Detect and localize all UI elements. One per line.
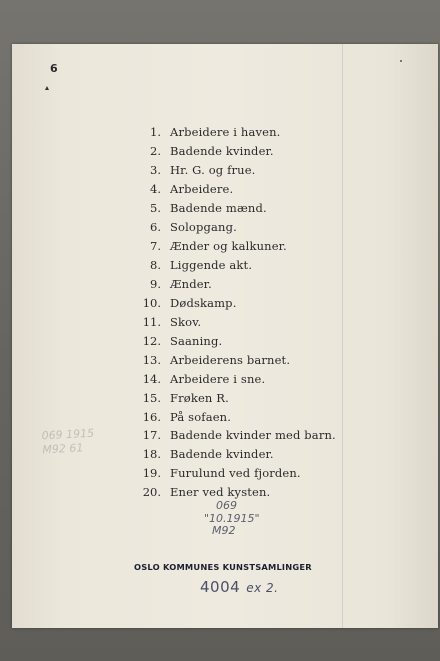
faint-pencil-note [41, 427, 95, 458]
pencil-note-line: M92 [212, 524, 236, 537]
page-fold [342, 44, 343, 628]
item-title: Furulund ved fjorden. [170, 466, 301, 481]
list-item [132, 199, 336, 218]
list-item [132, 142, 336, 161]
list-item [132, 237, 336, 256]
item-title: Frøken R. [170, 390, 229, 405]
item-number: 8. [150, 258, 161, 273]
faint-pencil-line: 069 1915 [41, 426, 95, 443]
list-item [132, 464, 336, 483]
list-item [132, 350, 336, 369]
item-number: 20. [142, 485, 161, 500]
item-number: 11. [142, 314, 161, 329]
arrow-mark-icon [45, 86, 49, 90]
list-item [132, 123, 336, 142]
item-title: Ener ved kysten. [170, 485, 271, 500]
list-item [132, 426, 336, 445]
item-number: 1. [150, 125, 161, 140]
list-item [132, 312, 336, 331]
collection-stamp: OSLO KOMMUNES KUNSTSAMLINGER [134, 562, 312, 572]
list-item [132, 369, 336, 388]
list-item [132, 407, 336, 426]
pencil-note-line: 069 [216, 499, 237, 512]
item-number: 15. [142, 390, 161, 405]
artwork-list [132, 123, 336, 502]
dot-mark-icon [400, 60, 402, 62]
inventory-number: 4004 [200, 578, 241, 596]
list-item [132, 218, 336, 237]
item-title: Arbeidere i sne. [170, 371, 266, 386]
item-title: Badende kvinder. [170, 144, 274, 159]
list-item [132, 445, 336, 464]
item-title: På sofaen. [170, 409, 232, 424]
item-number: 3. [150, 163, 161, 178]
item-title: Dødskamp. [170, 295, 237, 310]
handwritten-inventory [200, 578, 278, 596]
item-number: 4. [150, 182, 161, 197]
item-title: Ænder. [170, 276, 212, 291]
item-number: 9. [150, 276, 161, 291]
list-item [132, 275, 336, 294]
item-title: Skov. [170, 314, 202, 329]
item-number: 13. [142, 352, 161, 367]
inventory-suffix: ex 2. [246, 581, 279, 595]
item-title: Badende kvinder. [170, 447, 274, 462]
item-title: Arbeidere. [170, 182, 234, 197]
item-number: 5. [150, 201, 161, 216]
list-item [132, 388, 336, 407]
item-number: 7. [150, 239, 161, 254]
item-number: 18. [142, 447, 161, 462]
faint-pencil-line: M92 61 [42, 441, 84, 457]
item-number: 17. [142, 428, 161, 443]
item-number: 14. [142, 371, 161, 386]
item-title: Badende mænd. [170, 201, 267, 216]
item-number: 10. [142, 295, 161, 310]
item-title: Arbeidere i haven. [170, 125, 281, 140]
page-number: 6 [50, 62, 58, 75]
item-title: Arbeiderens barnet. [170, 352, 291, 367]
item-title: Liggende akt. [170, 258, 253, 273]
item-number: 2. [150, 144, 161, 159]
item-number: 12. [142, 333, 161, 348]
item-title: Saaning. [170, 333, 223, 348]
pencil-note-line: "10.1915" [204, 511, 260, 525]
item-title: Badende kvinder med barn. [170, 428, 336, 443]
list-item [132, 161, 336, 180]
item-number: 19. [142, 466, 161, 481]
list-item [132, 293, 336, 312]
list-item [132, 256, 336, 275]
pencil-note [204, 500, 260, 538]
item-title: Solopgang. [170, 220, 237, 235]
list-item [132, 180, 336, 199]
item-number: 6. [150, 220, 161, 235]
item-title: Hr. G. og frue. [170, 163, 256, 178]
item-number: 16. [142, 409, 161, 424]
item-title: Ænder og kalkuner. [170, 239, 287, 254]
document-page [12, 44, 438, 628]
list-item [132, 331, 336, 350]
